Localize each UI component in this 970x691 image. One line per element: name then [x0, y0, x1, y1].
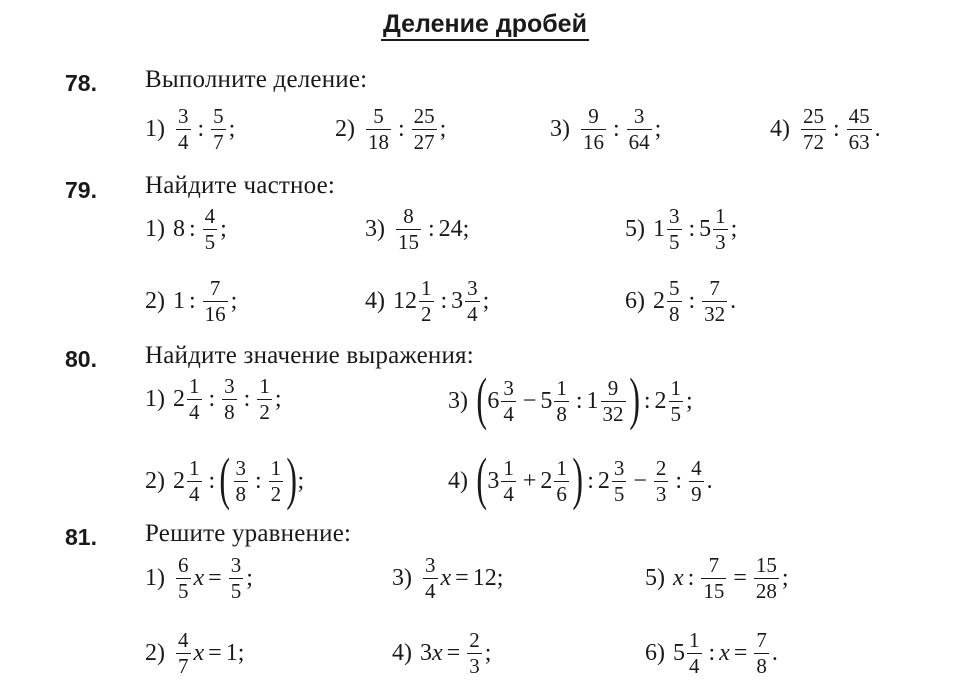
numerator: 4	[178, 628, 189, 652]
denominator: 4	[189, 481, 200, 506]
term: ;	[246, 565, 253, 591]
term: ;	[230, 288, 238, 314]
exercise-79-2	[145, 278, 237, 325]
operator: :	[587, 467, 594, 494]
term: ;	[654, 116, 662, 142]
term: 3	[420, 640, 432, 666]
parenthesis: (	[476, 366, 487, 431]
numerator: 1	[259, 374, 270, 398]
term: ;	[297, 467, 305, 494]
denominator: 8	[556, 401, 567, 426]
fraction	[366, 106, 391, 153]
whole-part: 12	[393, 288, 417, 314]
term: ;	[220, 216, 227, 242]
fraction	[687, 630, 702, 677]
mixed-number	[673, 630, 705, 677]
numerator: 45	[848, 104, 870, 128]
whole-part: 2	[597, 467, 610, 494]
fraction	[627, 106, 652, 153]
denominator: 16	[583, 130, 604, 154]
exercise-79-3	[365, 206, 469, 253]
exercise-81-4	[392, 630, 491, 677]
variable: x	[193, 640, 205, 666]
exercise-80-3	[448, 366, 693, 431]
problem-number: 78.	[65, 70, 97, 96]
numerator: 25	[413, 104, 435, 128]
exercise-81-5	[645, 555, 789, 602]
numerator: 1	[670, 375, 682, 400]
parenthesis: )	[572, 446, 583, 511]
denominator: 32	[602, 401, 624, 426]
term: ;	[228, 116, 236, 142]
whole-part: 1	[586, 387, 599, 414]
exercise-79-4	[365, 278, 489, 325]
fraction	[689, 455, 704, 506]
parenthesis: (	[476, 446, 487, 511]
denominator: 15	[703, 579, 725, 603]
operator: :	[643, 387, 651, 414]
operator: :	[440, 288, 448, 314]
denominator: 64	[628, 130, 650, 154]
mixed-number	[654, 375, 687, 426]
exercise-label: 4)	[365, 288, 385, 314]
term: ;	[781, 565, 789, 591]
operator: +	[522, 467, 537, 494]
mixed-number	[653, 206, 685, 253]
numerator: 1	[421, 276, 432, 300]
denominator: 5	[670, 401, 682, 426]
fraction	[187, 376, 202, 423]
problem-instruction: Найдите частное:	[145, 172, 336, 199]
exercise-78-4	[770, 106, 881, 153]
operator: :	[398, 116, 405, 142]
operator: :	[255, 467, 262, 494]
operator: =	[733, 640, 748, 666]
exercise-label: 1)	[145, 116, 165, 142]
numerator: 3	[669, 204, 680, 228]
denominator: 27	[413, 130, 435, 154]
denominator: 7	[178, 654, 189, 678]
exercise-label: 3)	[550, 116, 570, 142]
fraction	[754, 555, 779, 602]
problem-instruction: Решите уравнение:	[145, 520, 352, 547]
denominator: 5	[178, 579, 189, 603]
variable: x	[719, 640, 730, 666]
denominator: 5	[230, 579, 242, 603]
fraction	[222, 376, 237, 423]
numerator: 1	[556, 455, 567, 480]
fraction	[269, 455, 284, 506]
operator: =	[208, 640, 222, 666]
exercise-80-1	[145, 376, 282, 423]
denominator: 72	[803, 130, 824, 154]
operator: −	[633, 467, 647, 494]
exercise-label: 2)	[335, 116, 355, 142]
denominator: 5	[613, 481, 625, 506]
parenthesis: )	[628, 366, 640, 431]
numerator: 7	[209, 276, 221, 300]
denominator: 18	[368, 130, 389, 154]
operator: :	[833, 116, 840, 142]
exercise-label: 1)	[145, 386, 165, 412]
whole-part: 5	[699, 216, 712, 242]
exercise-81-3	[392, 555, 503, 602]
operator: =	[455, 565, 469, 591]
mixed-number	[653, 278, 685, 325]
denominator: 3	[715, 230, 726, 254]
fraction	[176, 630, 191, 677]
operator: :	[428, 216, 435, 242]
whole-part: 2	[654, 387, 667, 414]
numerator: 3	[425, 553, 436, 577]
operator: :	[243, 386, 251, 412]
denominator: 8	[235, 481, 246, 506]
exercise-label: 5)	[625, 216, 645, 242]
exercise-81-1	[145, 555, 253, 602]
denominator: 8	[224, 400, 235, 424]
operator: −	[522, 387, 537, 414]
problem-instruction: Найдите значение выражения:	[145, 342, 474, 369]
numerator: 3	[633, 104, 645, 128]
term: ;	[237, 640, 245, 666]
denominator: 7	[213, 130, 224, 154]
denominator: 8	[756, 654, 767, 678]
fraction	[229, 555, 244, 602]
numerator: 3	[178, 104, 189, 128]
numerator: 1	[503, 455, 514, 480]
fraction	[501, 375, 516, 426]
term: 1	[225, 640, 238, 666]
whole-part: 2	[540, 467, 553, 494]
denominator: 32	[704, 302, 726, 326]
exercise-79-5	[625, 206, 737, 253]
term: ;	[482, 288, 490, 314]
term: ;	[730, 216, 738, 242]
exercise-78-2	[335, 106, 446, 153]
numerator: 9	[588, 104, 599, 128]
fraction	[203, 206, 218, 253]
exercise-79-1	[145, 206, 227, 253]
fraction	[702, 278, 727, 325]
whole-part: 5	[540, 387, 553, 414]
variable: x	[673, 565, 684, 591]
operator: :	[189, 216, 196, 242]
fraction	[467, 630, 482, 677]
fraction	[669, 375, 684, 426]
numerator: 7	[756, 628, 767, 652]
variable: x	[440, 565, 452, 591]
numerator: 3	[224, 374, 235, 398]
page-title: Деление дробей	[0, 10, 970, 39]
exercise-80-4	[448, 446, 713, 511]
denominator: 5	[204, 230, 216, 254]
numerator: 1	[189, 455, 200, 480]
numerator: 2	[655, 455, 667, 480]
numerator: 4	[691, 455, 702, 480]
numerator: 3	[235, 455, 246, 480]
operator: :	[575, 387, 583, 414]
fraction	[423, 555, 438, 602]
numerator: 8	[403, 204, 414, 228]
fraction	[501, 455, 516, 506]
operator: :	[688, 288, 696, 314]
denominator: 4	[503, 401, 514, 426]
operator: =	[446, 640, 461, 666]
numerator: 1	[556, 375, 567, 400]
exercise-label: 5)	[645, 565, 665, 591]
denominator: 3	[655, 481, 667, 506]
operator: :	[708, 640, 716, 666]
exercise-label: 6)	[625, 288, 645, 314]
whole-part: 3	[487, 467, 500, 494]
term: .	[706, 467, 713, 494]
exercise-label: 4)	[770, 116, 790, 142]
fraction	[612, 455, 627, 506]
fraction	[654, 455, 669, 506]
denominator: 4	[189, 400, 200, 424]
denominator: 9	[691, 481, 702, 506]
denominator: 2	[259, 400, 270, 424]
numerator: 9	[607, 375, 619, 400]
denominator: 2	[421, 302, 432, 326]
fraction	[257, 376, 272, 423]
exercise-label: 4)	[392, 640, 412, 666]
problem-number: 80.	[65, 346, 97, 372]
whole-part: 5	[673, 640, 685, 666]
fraction	[847, 106, 872, 153]
denominator: 4	[467, 302, 478, 326]
numerator: 5	[373, 104, 384, 128]
numerator: 2	[469, 628, 480, 652]
fraction	[601, 375, 626, 426]
fraction	[176, 555, 191, 602]
exercise-label: 3)	[365, 216, 385, 242]
numerator: 4	[204, 204, 216, 228]
operator: =	[733, 565, 747, 591]
numerator: 5	[669, 276, 680, 300]
exercise-80-2	[145, 446, 305, 511]
variable: x	[432, 640, 443, 666]
fraction	[419, 278, 434, 325]
mixed-number	[451, 278, 483, 325]
parenthesis: )	[286, 446, 298, 511]
exercise-label: 2)	[145, 288, 165, 314]
numerator: 3	[503, 375, 514, 400]
exercise-label: 3)	[392, 565, 412, 591]
fraction	[465, 278, 480, 325]
denominator: 15	[398, 230, 419, 254]
fraction	[754, 630, 769, 677]
denominator: 4	[689, 654, 700, 678]
mixed-number	[173, 455, 205, 506]
denominator: 2	[270, 481, 282, 506]
exercise-label: 1)	[145, 565, 165, 591]
numerator: 3	[467, 276, 478, 300]
denominator: 4	[178, 130, 189, 154]
mixed-number	[597, 455, 630, 506]
exercise-label: 2)	[145, 467, 165, 494]
numerator: 3	[613, 455, 625, 480]
whole-part: 2	[173, 467, 185, 494]
numerator: 5	[213, 104, 224, 128]
problem-instruction: Выполните деление:	[145, 66, 368, 93]
term: ;	[484, 640, 492, 666]
fraction	[187, 455, 202, 506]
fraction	[554, 455, 569, 506]
whole-part: 6	[487, 387, 500, 414]
denominator: 8	[669, 302, 680, 326]
fraction	[701, 555, 726, 602]
parenthesis: (	[219, 446, 231, 511]
numerator: 3	[230, 553, 242, 577]
fraction	[211, 106, 226, 153]
fraction	[554, 375, 569, 426]
term: ;	[686, 387, 693, 414]
operator: :	[675, 467, 683, 494]
operator: :	[688, 216, 696, 242]
denominator: 3	[469, 654, 480, 678]
denominator: 28	[755, 579, 777, 603]
exercise-label: 4)	[448, 467, 468, 494]
problem-number: 79.	[65, 177, 97, 203]
term: ;	[439, 116, 447, 142]
numerator: 1	[270, 455, 282, 480]
fraction	[396, 206, 421, 253]
exercise-label: 1)	[145, 216, 165, 242]
denominator: 5	[669, 230, 680, 254]
numerator: 1	[689, 628, 700, 652]
fraction	[581, 106, 606, 153]
mixed-number	[540, 455, 572, 506]
term: 8	[173, 216, 185, 242]
term: .	[730, 288, 737, 314]
term: ;	[496, 565, 504, 591]
term: ;	[462, 216, 470, 242]
denominator: 4	[425, 579, 436, 603]
variable: x	[193, 565, 205, 591]
whole-part: 1	[653, 216, 665, 242]
mixed-number	[540, 375, 572, 426]
fraction	[801, 106, 826, 153]
mixed-number	[173, 376, 205, 423]
operator: =	[208, 565, 222, 591]
fraction	[203, 278, 228, 325]
operator: :	[208, 467, 216, 494]
numerator: 1	[189, 374, 200, 398]
term: 12	[472, 565, 497, 591]
mixed-number	[487, 455, 519, 506]
denominator: 16	[204, 302, 226, 326]
fraction	[713, 206, 728, 253]
fraction	[667, 278, 682, 325]
whole-part: 3	[451, 288, 464, 314]
whole-part: 2	[173, 386, 185, 412]
denominator: 6	[556, 481, 567, 506]
denominator: 63	[848, 130, 870, 154]
term: .	[874, 116, 881, 142]
numerator: 1	[715, 204, 726, 228]
operator: :	[189, 288, 196, 314]
exercise-78-1	[145, 106, 235, 153]
mixed-number	[586, 375, 629, 426]
mixed-number	[699, 206, 731, 253]
term: .	[771, 640, 778, 666]
exercise-79-6	[625, 278, 736, 325]
mixed-number	[393, 278, 437, 325]
whole-part: 2	[653, 288, 665, 314]
mixed-number	[487, 375, 519, 426]
fraction	[412, 106, 437, 153]
exercise-label: 6)	[645, 640, 665, 666]
term: ;	[274, 386, 282, 412]
exercise-label: 2)	[145, 640, 165, 666]
fraction	[234, 455, 249, 506]
numerator: 25	[803, 104, 824, 128]
exercise-81-2	[145, 630, 244, 677]
numerator: 6	[178, 553, 189, 577]
operator: :	[613, 116, 620, 142]
exercise-78-3	[550, 106, 661, 153]
term: 1	[173, 288, 185, 314]
term: 24	[438, 216, 463, 242]
operator: :	[208, 386, 216, 412]
operator: :	[197, 116, 205, 142]
numerator: 15	[755, 553, 777, 577]
denominator: 4	[503, 481, 514, 506]
numerator: 7	[708, 553, 720, 577]
problem-number: 81.	[65, 524, 97, 550]
operator: :	[687, 565, 695, 591]
exercise-label: 3)	[448, 387, 468, 414]
numerator: 7	[709, 276, 720, 300]
fraction	[176, 106, 191, 153]
fraction	[667, 206, 682, 253]
exercise-81-6	[645, 630, 778, 677]
